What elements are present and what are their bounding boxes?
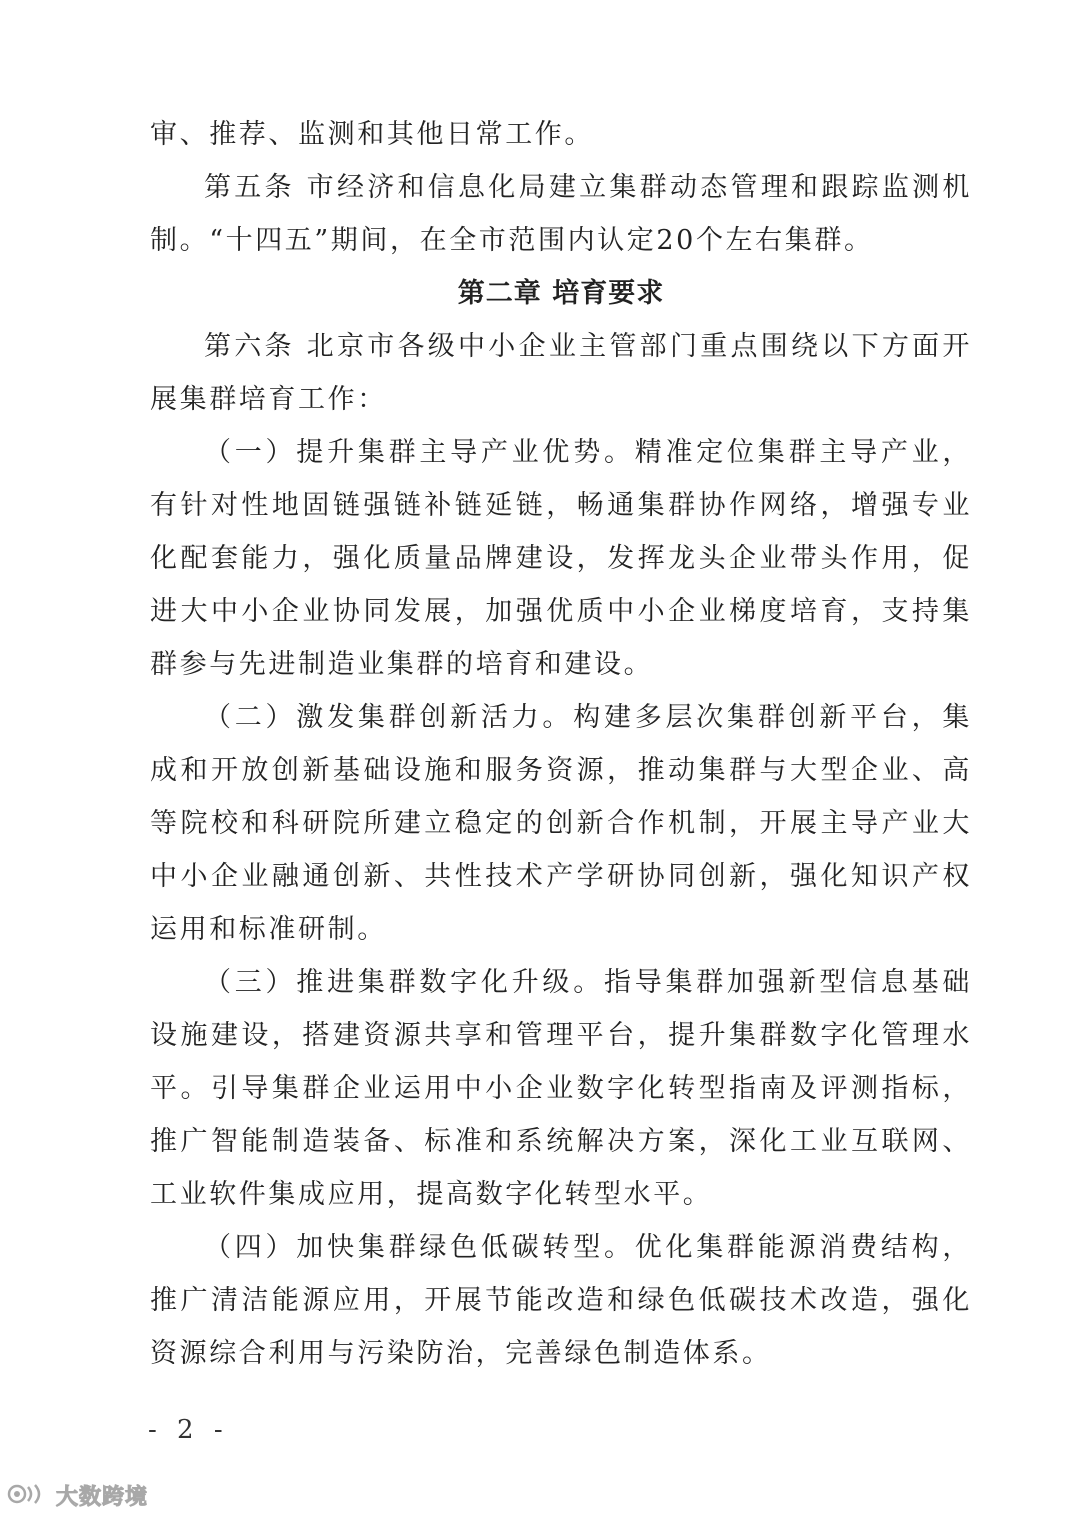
item-3: （三）推进集群数字化升级。指导集群加强新型信息基础设施建设，搭建资源共享和管理平台，提升集群数字化管理水平。引导集群企业运用中小企业数字化转型指南及评测指标，推广智能制造装备、标准和系统解决方案，深化工业互联网、工业软件集成应用，提高数字化转型水平。: [150, 967, 972, 1210]
article-6: 第六条 北京市各级中小企业主管部门重点围绕以下方面开展集群培育工作：: [150, 331, 972, 415]
item-4: （四）加快集群绿色低碳转型。优化集群能源消费结构，推广清洁能源应用，开展节能改造和绿色低碳技术改造，强化资源综合利用与污染防治，完善绿色制造体系。: [150, 1232, 972, 1369]
chapter-heading: 第二章 培育要求: [457, 278, 665, 309]
document-body: [150, 108, 972, 1380]
item-2: （二）激发集群创新活力。构建多层次集群创新平台，集成和开放创新基础设施和服务资源，推动集群与大型企业、高等院校和科研院所建立稳定的创新合作机制，开展主导产业大中小企业融通创新、共性技术产学研协同创新，强化知识产权运用和标准研制。: [150, 702, 972, 945]
paragraph-continuation: 审、推荐、监测和其他日常工作。: [150, 119, 594, 150]
watermark: [6, 1480, 148, 1511]
page-number: - 2 -: [148, 1415, 229, 1445]
watermark-text: 大数跨境: [56, 1485, 149, 1510]
article-5: 第五条 市经济和信息化局建立集群动态管理和跟踪监测机制。“十四五”期间，在全市范围内认定20个左右集群。: [150, 172, 972, 256]
item-1: （一）提升集群主导产业优势。精准定位集群主导产业，有针对性地固链强链补链延链，畅通集群协作网络，增强专业化配套能力，强化质量品牌建设，发挥龙头企业带头作用，促进大中小企业协同发展，加强优质中小企业梯度培育，支持集群参与先进制造业集群的培育和建设。: [150, 437, 972, 680]
watermark-logo-icon: [6, 1481, 50, 1511]
